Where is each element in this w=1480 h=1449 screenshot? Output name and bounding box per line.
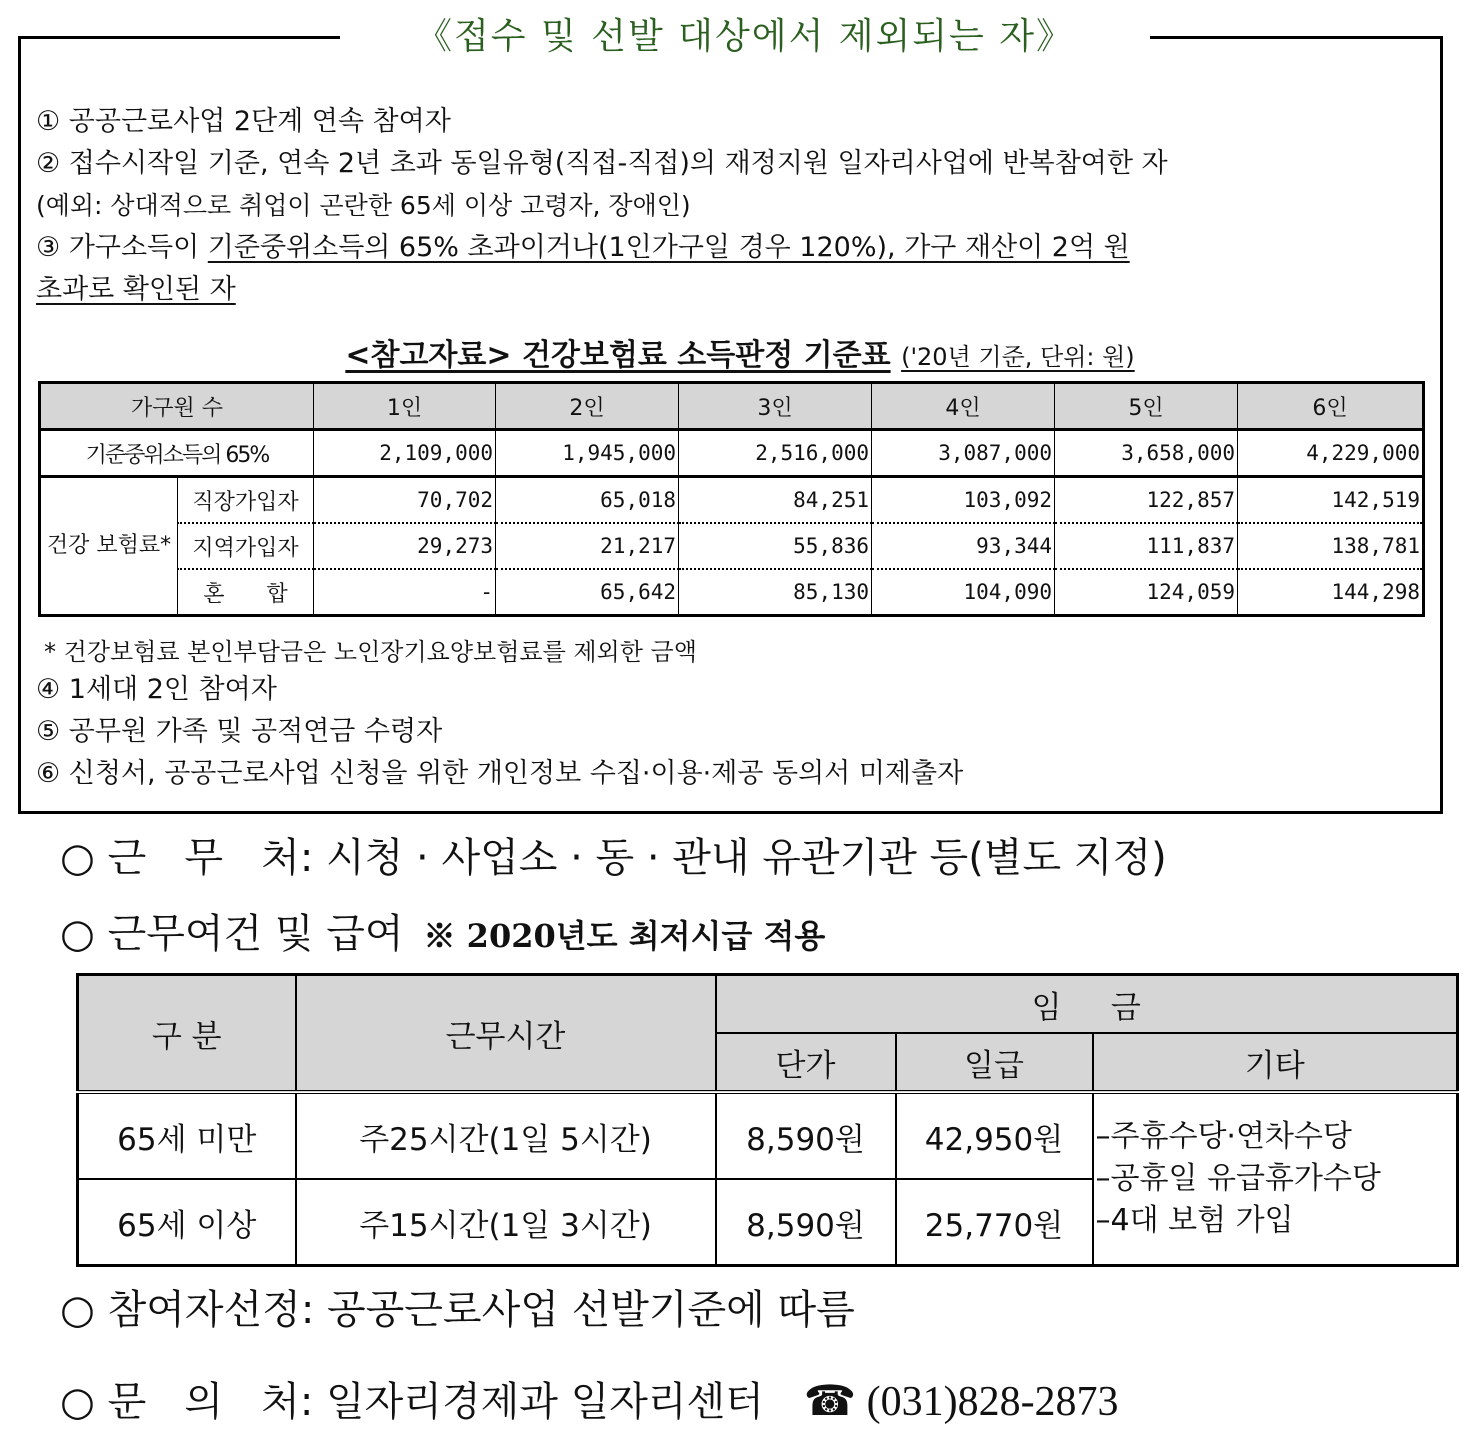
row-label: 직장가입자 (178, 477, 314, 524)
contact-label: ○ 문 의 처: 일자리경제과 일자리센터 (60, 1379, 764, 1425)
col-header: 4인 (872, 383, 1055, 430)
insurance-group-label: 건강 보험료* (40, 477, 178, 616)
conditions-label: ○ 근무여건 및 급여 (60, 911, 404, 957)
table-cell: 85,130 (679, 569, 872, 616)
reference-title-text: <참고자료> 건강보험료 소득판정 기준표 (345, 338, 891, 373)
table-cell: 4,229,000 (1238, 430, 1424, 477)
table-cell: 65세 이상 (78, 1179, 296, 1266)
table-cell: 65세 미만 (78, 1092, 296, 1179)
table-cell: 1,945,000 (496, 430, 679, 477)
income-criteria-table (38, 381, 1425, 617)
table-cell: 42,950원 (896, 1092, 1093, 1179)
col-header: 5인 (1055, 383, 1238, 430)
phone-number: ☎ (031)828-2873 (803, 1379, 1119, 1425)
etc-header: 기타 (1093, 1033, 1458, 1092)
table-cell: 주25시간(1일 5시간) (296, 1092, 716, 1179)
table-cell: 주15시간(1일 3시간) (296, 1179, 716, 1266)
table-cell: 65,642 (496, 569, 679, 616)
unit-price-header: 단가 (716, 1033, 896, 1092)
col-header: 3인 (679, 383, 872, 430)
exclusion-item-3-prefix: ③ 가구소득이 (36, 232, 208, 263)
exclusion-title: 《접수 및 선발 대상에서 제외되는 자》 (340, 12, 1150, 62)
exclusion-item-3-line2: 초과로 확인된 자 (36, 274, 236, 305)
table-cell: 25,770원 (896, 1179, 1093, 1266)
table-cell: 21,217 (496, 523, 679, 569)
household-size-header: 가구원 수 (40, 383, 314, 430)
table-cell: 65,018 (496, 477, 679, 524)
pay-table (76, 973, 1459, 1267)
table-cell: 138,781 (1238, 523, 1424, 569)
min-wage-note: ※ 2020년도 최저시급 적용 (423, 917, 826, 955)
exclusion-item-2-note: (예외: 상대적으로 취업이 곤란한 65세 이상 고령자, 장애인) (36, 191, 691, 220)
exclusion-item-4: ④ 1세대 2인 참여자 (36, 674, 277, 705)
conditions-line (60, 908, 825, 962)
table-cell: 122,857 (1055, 477, 1238, 524)
table-cell: 144,298 (1238, 569, 1424, 616)
table-cell: 8,590원 (716, 1092, 896, 1179)
workplace-line: ○ 근 무 처: 시청 · 사업소 · 동 · 관내 유관기관 등(별도 지정) (60, 835, 1167, 881)
median-income-label: 기준중위소득의 65% (40, 430, 314, 477)
exclusion-item-1: ① 공공근로사업 2단계 연속 참여자 (36, 106, 451, 137)
table-cell: 124,059 (1055, 569, 1238, 616)
exclusion-item-2: ② 접수시작일 기준, 연속 2년 초과 동일유형(직접-직접)의 재정지원 일자리사업에 반복참여한 자 (36, 148, 1168, 179)
division-header: 구 분 (78, 975, 296, 1093)
table-cell: 104,090 (872, 569, 1055, 616)
table-cell: 55,836 (679, 523, 872, 569)
table-cell: 103,092 (872, 477, 1055, 524)
table-cell: 93,344 (872, 523, 1055, 569)
etc-item: –4대 보험 가입 (1095, 1203, 1294, 1238)
col-header: 6인 (1238, 383, 1424, 430)
contact-line (60, 1376, 1119, 1428)
table-cell: 3,658,000 (1055, 430, 1238, 477)
etc-item: –공휴일 유급휴가수당 (1095, 1161, 1381, 1196)
reference-title (0, 330, 1480, 374)
table-cell: 70,702 (314, 477, 496, 524)
etc-cell (1093, 1092, 1458, 1266)
table-cell: 2,516,000 (679, 430, 872, 477)
reference-unit-note: ('20년 기준, 단위: 원) (901, 343, 1135, 371)
table-cell: 8,590원 (716, 1179, 896, 1266)
table-cell: - (314, 569, 496, 616)
table-cell: 111,837 (1055, 523, 1238, 569)
insurance-footnote: * 건강보험료 본인부담금은 노인장기요양보험료를 제외한 금액 (44, 638, 697, 666)
col-header: 2인 (496, 383, 679, 430)
daily-wage-header: 일급 (896, 1033, 1093, 1092)
table-cell: 3,087,000 (872, 430, 1055, 477)
table-cell: 84,251 (679, 477, 872, 524)
wage-header: 임 금 (716, 975, 1458, 1034)
row-label: 혼 합 (178, 569, 314, 616)
exclusion-item-6: ⑥ 신청서, 공공근로사업 신청을 위한 개인정보 수집·이용·제공 동의서 미제출자 (36, 758, 964, 789)
exclusion-item-3 (36, 230, 1130, 266)
exclusion-item-5: ⑤ 공무원 가족 및 공적연금 수령자 (36, 716, 443, 747)
table-cell: 2,109,000 (314, 430, 496, 477)
table-cell: 142,519 (1238, 477, 1424, 524)
selection-line: ○ 참여자선정: 공공근로사업 선발기준에 따름 (60, 1287, 855, 1333)
hours-header: 근무시간 (296, 975, 716, 1093)
etc-item: –주휴수당·연차수당 (1095, 1119, 1352, 1154)
col-header: 1인 (314, 383, 496, 430)
row-label: 지역가입자 (178, 523, 314, 569)
table-cell: 29,273 (314, 523, 496, 569)
exclusion-item-3-underlined: 기준중위소득의 65% 초과이거나(1인가구일 경우 120%), 가구 재산이 2억 원 (207, 232, 1130, 263)
